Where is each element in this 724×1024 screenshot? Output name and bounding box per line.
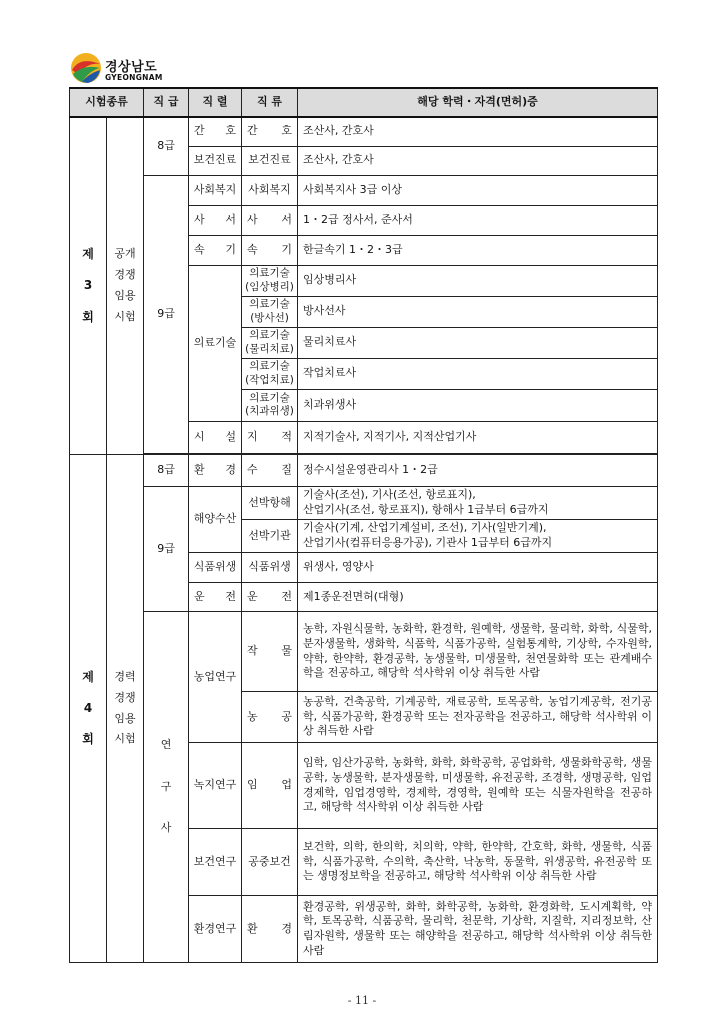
requirement-cell: 치과위생사	[298, 389, 658, 421]
table-header-row	[70, 88, 658, 117]
table-row	[70, 117, 658, 146]
class-cell: 의료기술 (임상병리)	[242, 265, 298, 296]
class-cell: 작 물	[242, 612, 298, 692]
round4-label: 제 4 회	[70, 455, 107, 963]
series-cell-agri: 농업연구	[189, 612, 242, 743]
page-number: - 11 -	[347, 994, 377, 1007]
requirement-cell: 작업치료사	[298, 358, 658, 389]
series-cell: 보건연구	[189, 829, 242, 896]
requirement-cell: 기술사(조선), 기사(조선, 항로표지), 산업기사(조선, 항로표지), 항해사 1급부터 6급까지	[298, 487, 658, 520]
series-cell-marine: 해양수산	[189, 487, 242, 553]
gyeongnam-emblem-icon	[70, 52, 102, 84]
class-cell: 임 업	[242, 743, 298, 829]
requirement-cell: 기술사(기계, 산업기계설비, 조선), 기사(일반기계), 산업기사(컴퓨터응용가공), 기관사 1급부터 6급까지	[298, 520, 658, 553]
series-cell: 보건진료	[189, 146, 242, 175]
round4-exam-type: 경력 경쟁 임용 시험	[107, 455, 144, 963]
class-cell: 수 질	[242, 455, 298, 487]
class-cell: 지 적	[242, 421, 298, 453]
class-cell: 식품위생	[242, 553, 298, 583]
series-cell: 사 서	[189, 205, 242, 235]
header-exam-type: 시험종류	[70, 88, 144, 117]
table-row	[70, 175, 658, 205]
logo-text-english: GYEONGNAM	[105, 73, 163, 82]
round3-label: 제 3 회	[70, 117, 107, 455]
table-row	[70, 487, 658, 520]
series-cell: 식품위생	[189, 553, 242, 583]
class-cell: 의료기술 (작업치료)	[242, 358, 298, 389]
requirement-cell: 1・2급 정사서, 준사서	[298, 205, 658, 235]
class-cell: 운 전	[242, 583, 298, 612]
series-cell: 녹지연구	[189, 743, 242, 829]
header-class: 직 류	[242, 88, 298, 117]
requirement-cell: 위생사, 영양사	[298, 553, 658, 583]
class-cell: 보건진료	[242, 146, 298, 175]
series-cell-medical: 의료기술	[189, 265, 242, 421]
gyeongnam-logo	[70, 50, 200, 86]
requirement-cell: 농공학, 건축공학, 기계공학, 재료공학, 토목공학, 농업기계공학, 전기공학, 식품가공학, 환경공학 또는 전자공학을 전공하고, 해당학 석사학위 이상 취득한 사람	[298, 692, 658, 743]
series-cell: 속 기	[189, 235, 242, 265]
requirement-cell: 한글속기 1・2・3급	[298, 235, 658, 265]
class-cell: 선박기관	[242, 520, 298, 553]
requirement-cell: 조산사, 간호사	[298, 117, 658, 146]
class-cell: 의료기술 (치과위생)	[242, 389, 298, 421]
round4-research-grade: 연 구 사	[144, 612, 189, 963]
requirement-cell: 환경공학, 위생공학, 화학, 화학공학, 농화학, 환경화학, 도시계획학, 약학, 토목공학, 식품공학, 물리학, 천문학, 기상학, 지질학, 지리정보학, 산림자원학, 생물학 또는 해양학을 전공하고, 해당학 석사학위 이상 취득한 사람	[298, 896, 658, 963]
round3-exam-type: 공개 경쟁 임용 시험	[107, 117, 144, 455]
requirement-cell: 방사선사	[298, 296, 658, 327]
round3-grade9: 9급	[144, 175, 189, 454]
header-requirement: 해당 학력・자격(면허)증	[298, 88, 658, 117]
requirement-cell: 물리치료사	[298, 327, 658, 358]
requirement-cell: 정수시설운영관리사 1・2급	[298, 455, 658, 487]
requirement-cell: 농학, 자원식물학, 농화학, 환경학, 원예학, 생물학, 물리학, 화학, 식물학, 분자생물학, 생화학, 식품학, 식품가공학, 실험통계학, 기상학, 수자원학, 약학, 한약학, 환경공학, 농생물학, 미생물학, 천연물화학 또는 관계배수학을 전공하고, 해당학 석사학위 이상 취득한 사람	[298, 612, 658, 692]
round4-grade8: 8급	[144, 455, 189, 487]
requirement-cell: 조산사, 간호사	[298, 146, 658, 175]
requirement-cell: 보건학, 의학, 한의학, 치의학, 약학, 한약학, 간호학, 화학, 생물학, 식품학, 식품가공학, 수의학, 축산학, 낙농학, 동물학, 위생공학, 유전공학 또는 생명정보학을 전공하고, 해당학 석사학위 이상 취득한 사람	[298, 829, 658, 896]
series-cell: 환 경	[189, 455, 242, 487]
series-cell: 환경연구	[189, 896, 242, 963]
class-cell: 간 호	[242, 117, 298, 146]
class-cell: 선박항해	[242, 487, 298, 520]
header-series: 직 렬	[189, 88, 242, 117]
series-cell: 운 전	[189, 583, 242, 612]
qualification-table	[69, 87, 658, 963]
class-cell: 농 공	[242, 692, 298, 743]
requirement-cell: 임상병리사	[298, 265, 658, 296]
round4-grade9: 9급	[144, 487, 189, 612]
class-cell: 공중보건	[242, 829, 298, 896]
series-cell: 시 설	[189, 421, 242, 453]
table-row	[70, 455, 658, 487]
requirement-cell: 제1종운전면허(대형)	[298, 583, 658, 612]
class-cell: 사회복지	[242, 175, 298, 205]
class-cell: 사 서	[242, 205, 298, 235]
requirement-cell: 사회복지사 3급 이상	[298, 175, 658, 205]
header-grade: 직 급	[144, 88, 189, 117]
series-cell: 간 호	[189, 117, 242, 146]
requirement-cell: 임학, 임산가공학, 농화학, 화학, 화학공학, 공업화학, 생물화학공학, 생물공학, 농생물학, 분자생물학, 미생물학, 유전공학, 조경학, 생명공학, 임업경제학, 임업경영학, 경제학, 경영학, 원예학 또는 식물자원학을 전공하고, 해당학 석사학위 이상 취득한 사람	[298, 743, 658, 829]
class-cell: 환 경	[242, 896, 298, 963]
series-cell: 사회복지	[189, 175, 242, 205]
requirement-cell: 지적기술사, 지적기사, 지적산업기사	[298, 421, 658, 453]
class-cell: 의료기술 (방사선)	[242, 296, 298, 327]
table-row	[70, 612, 658, 692]
class-cell: 의료기술 (물리치료)	[242, 327, 298, 358]
class-cell: 속 기	[242, 235, 298, 265]
round3-grade8: 8급	[144, 117, 189, 175]
logo-text-korean: 경상남도	[105, 60, 158, 75]
